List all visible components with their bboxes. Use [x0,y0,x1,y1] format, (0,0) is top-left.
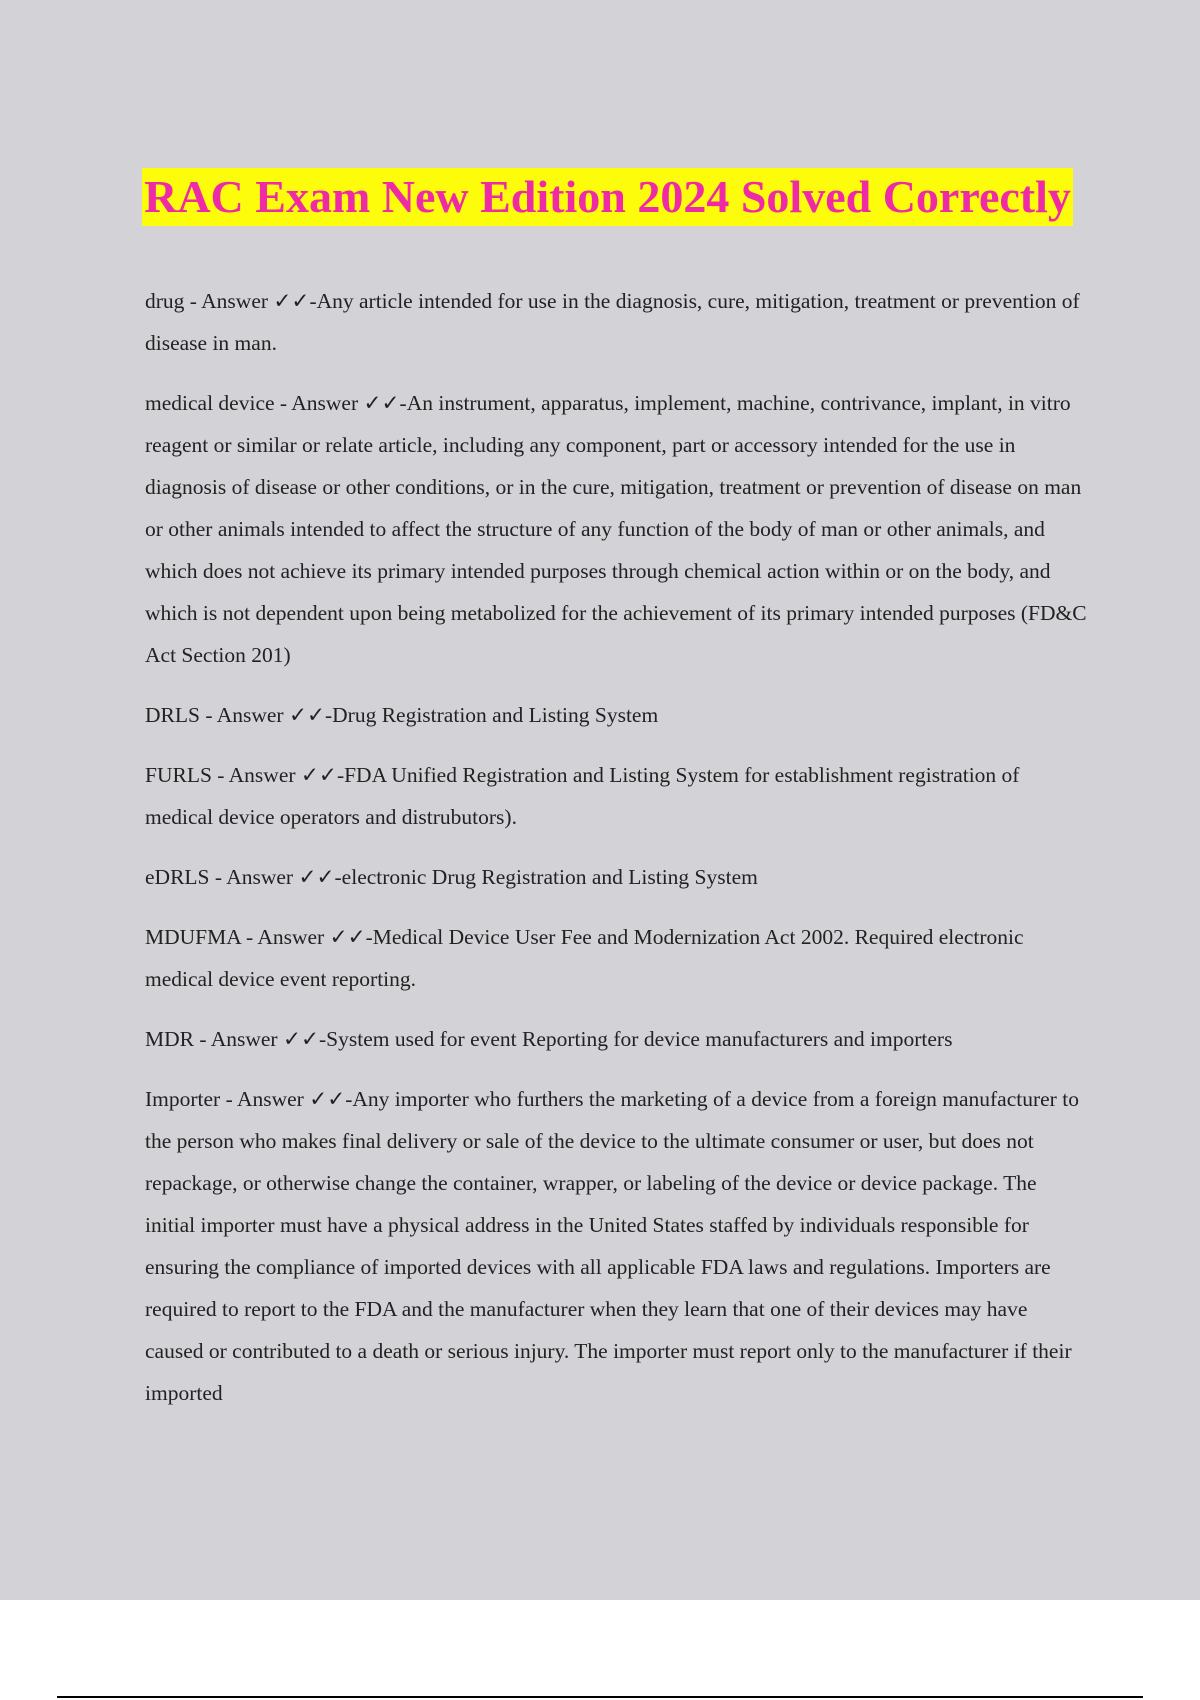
check-mark-icon: ✓✓ [329,925,366,949]
entry-term: DRLS [145,703,200,727]
check-mark-icon: ✓✓ [363,391,400,415]
document-title: RAC Exam New Edition 2024 Solved Correctly [142,168,1073,226]
entry-definition: -Medical Device User Fee and Modernization Act 2002. Required electronic medical device event reporting. [145,925,1024,991]
qa-entry-medical-device [145,382,1090,676]
qa-entry-mdufma [145,916,1090,1000]
check-mark-icon: ✓✓ [298,865,335,889]
check-mark-icon: ✓✓ [300,763,337,787]
check-mark-icon: ✓✓ [309,1087,346,1111]
answer-label: - Answer [199,703,289,727]
entry-definition: -Drug Registration and Listing System [324,703,659,727]
qa-list [145,280,1090,1432]
qa-entry-furls [145,754,1090,838]
entry-definition: -FDA Unified Registration and Listing System for establishment registration of medical device operators and distrubutors). [145,763,1020,829]
answer-label: - Answer [193,1027,283,1051]
answer-label: - Answer [211,763,301,787]
answer-label: - Answer [274,391,364,415]
footer-divider [57,1696,1143,1698]
entry-definition: -Any article intended for use in the diagnosis, cure, mitigation, treatment or prevention of disease in man. [145,289,1080,355]
entry-definition: -electronic Drug Registration and Listing System [334,865,758,889]
entry-term: MDUFMA [145,925,241,949]
answer-label: - Answer [209,865,299,889]
entry-term: FURLS [145,763,212,787]
entry-term: Importer [145,1087,221,1111]
answer-label: - Answer [240,925,330,949]
entry-term: drug [145,289,185,313]
check-mark-icon: ✓✓ [288,703,325,727]
title-container [0,168,1200,226]
entry-definition: -System used for event Reporting for device manufacturers and importers [319,1027,953,1051]
entry-definition: -Any importer who furthers the marketing of a device from a foreign manufacturer to the person who makes final delivery or sale of the device to the ultimate consumer or user, but does not repackage, or otherwise change the container, wrapper, or labeling of the device or device package. The initial importer must have a physical address in the United States staffed by individuals responsible for ensuring the compliance of imported devices with all applicable FDA laws and regulations. Importers are required to report to the FDA and the manufacturer when they learn that one of their devices may have caused or contributed to a death or serious injury. The importer must report only to the manufacturer if their imported [145,1087,1079,1405]
entry-term: MDR [145,1027,194,1051]
qa-entry-importer [145,1078,1090,1414]
check-mark-icon: ✓✓ [273,289,310,313]
answer-label: - Answer [184,289,274,313]
qa-entry-drug [145,280,1090,364]
qa-entry-mdr [145,1018,1090,1060]
entry-term: eDRLS [145,865,210,889]
check-mark-icon: ✓✓ [282,1027,319,1051]
entry-definition: -An instrument, apparatus, implement, machine, contrivance, implant, in vitro reagent or similar or relate article, including any component, part or accessory intended for the use in diagnosis of disease or other conditions, or in the cure, mitigation, treatment or prevention of disease on man or other animals intended to affect the structure of any function of the body of man or other animals, and which does not achieve its primary intended purposes through chemical action within or on the body, and which is not dependent upon being metabolized for the achievement of its primary intended purposes (FD&C Act Section 201) [145,391,1087,667]
qa-entry-drls [145,694,1090,736]
answer-label: - Answer [220,1087,310,1111]
qa-entry-edrls [145,856,1090,898]
entry-term: medical device [145,391,275,415]
